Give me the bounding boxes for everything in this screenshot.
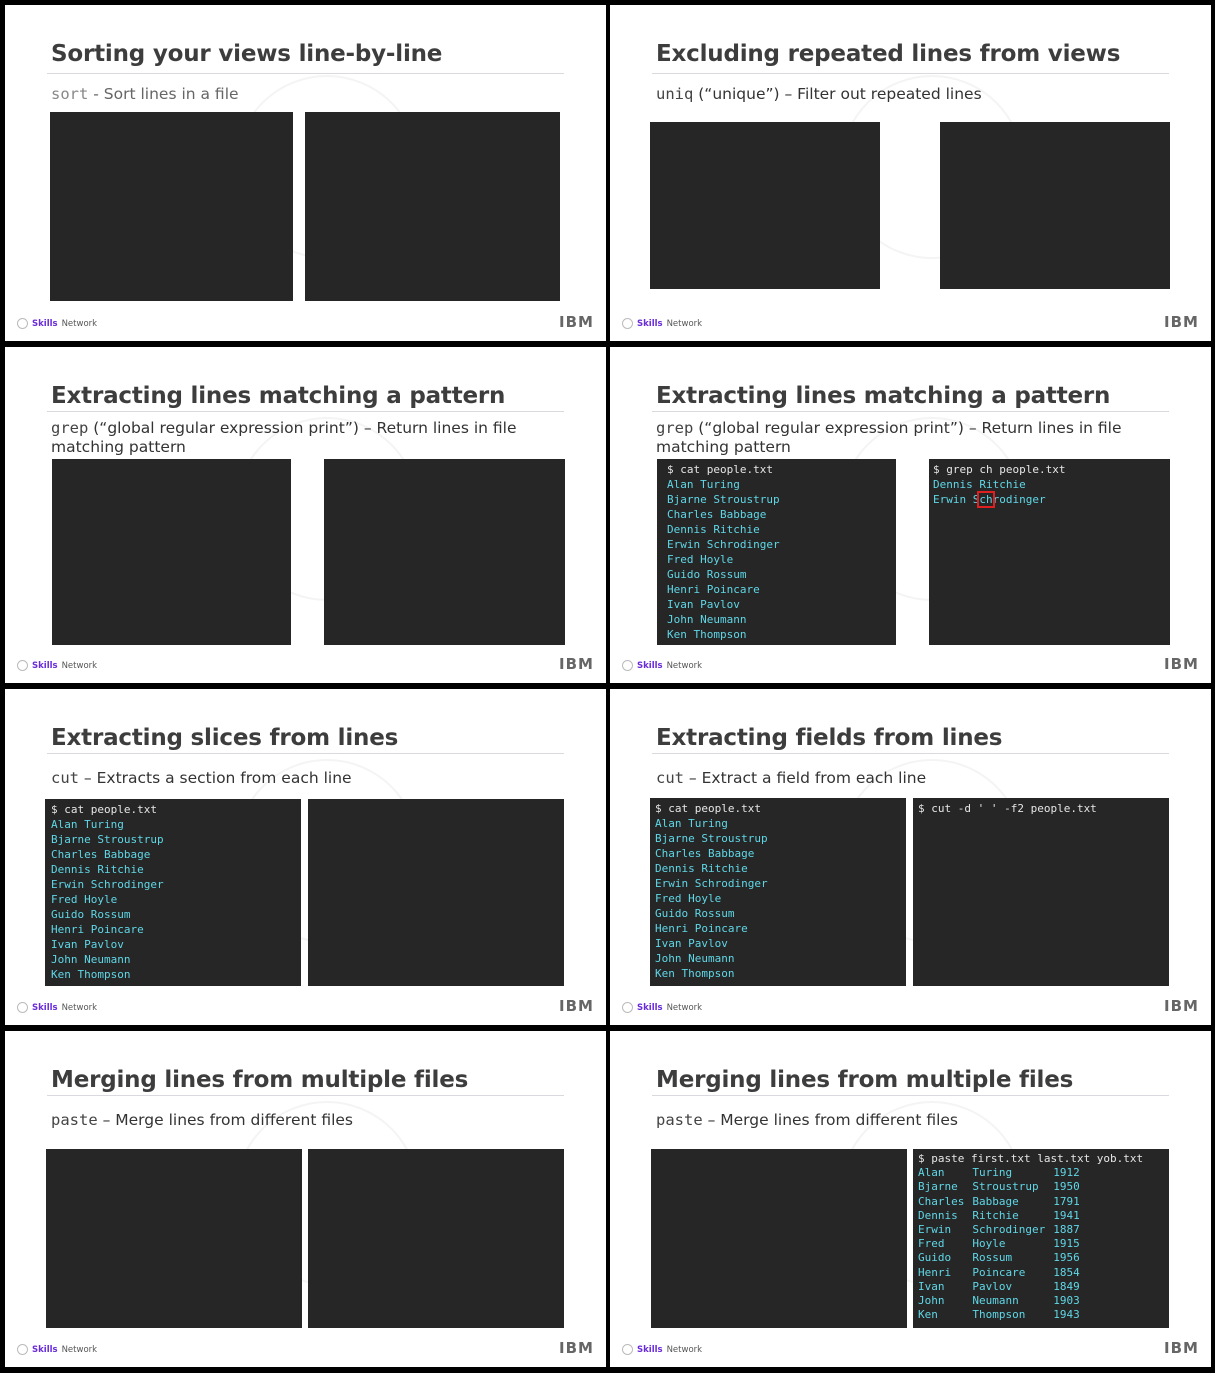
footer-brand xyxy=(17,318,97,329)
title-divider xyxy=(47,411,564,412)
cell-first: Guido xyxy=(918,1251,952,1265)
cell-last: Stroustrup xyxy=(972,1180,1039,1194)
output-line: John Neumann xyxy=(667,613,747,626)
output-line: Guido Rossum xyxy=(667,568,747,581)
slide-subtitle xyxy=(51,85,561,104)
cell-last: Pavlov xyxy=(972,1279,1013,1293)
terminal-left xyxy=(52,459,291,645)
table-row xyxy=(918,1195,1088,1209)
output-line: Fred Hoyle xyxy=(667,553,734,566)
command-name: cut xyxy=(656,769,684,787)
table-row xyxy=(918,1266,1088,1280)
slide-title: Extracting lines matching a pattern xyxy=(51,383,506,409)
output-line: Erwin Schrodinger xyxy=(655,877,768,890)
command-name: sort xyxy=(51,85,89,103)
cell-first: Ken xyxy=(918,1308,938,1322)
skills-network-icon xyxy=(622,318,633,329)
output-line: Charles Babbage xyxy=(667,508,767,521)
output-line: Ken Thompson xyxy=(51,968,131,981)
slide-subtitle xyxy=(656,85,1166,104)
terminal-prompt: $ cut -d ' ' -f2 people.txt xyxy=(918,802,1097,815)
output-line: Dennis Ritchie xyxy=(933,478,1026,491)
terminal-prompt: $ cat people.txt xyxy=(51,803,157,816)
slide-title: Excluding repeated lines from views xyxy=(656,41,1121,67)
cell-yob: 1854 xyxy=(1053,1265,1080,1279)
brand-name: Skills xyxy=(32,318,58,329)
terminal-left xyxy=(651,1149,907,1328)
output-text: rodinger xyxy=(992,493,1046,506)
slide-subtitle xyxy=(656,419,1166,457)
terminal-prompt: $ cat people.txt xyxy=(655,802,761,815)
footer-brand xyxy=(17,1002,97,1013)
cell-last: Turing xyxy=(972,1166,1013,1180)
table-row xyxy=(918,1294,1088,1308)
cell-last: Poincare xyxy=(972,1265,1026,1279)
command-name: paste xyxy=(656,1111,703,1129)
output-line: Bjarne Stroustrup xyxy=(51,833,164,846)
footer-brand xyxy=(622,1344,702,1355)
brand-name: Skills xyxy=(32,660,58,671)
brand-suffix: Network xyxy=(61,1002,98,1013)
terminal-output xyxy=(655,816,899,981)
slide-cut-slices xyxy=(5,689,606,1025)
command-description: – Extract a field from each line xyxy=(684,769,927,787)
brand-suffix: Network xyxy=(666,1344,703,1355)
footer-brand xyxy=(622,660,702,671)
title-divider xyxy=(47,753,564,754)
title-divider xyxy=(47,73,564,74)
ibm-logo: IBM xyxy=(1164,655,1199,673)
cell-yob: 1915 xyxy=(1053,1237,1080,1251)
slide-title: Extracting lines matching a pattern xyxy=(656,383,1111,409)
output-line: John Neumann xyxy=(51,953,131,966)
slide-paste-example xyxy=(610,1031,1211,1367)
output-line: Ivan Pavlov xyxy=(667,598,740,611)
skills-network-icon xyxy=(622,1344,633,1355)
cell-first: Henri xyxy=(918,1265,952,1279)
output-line: Ivan Pavlov xyxy=(51,938,124,951)
ibm-logo: IBM xyxy=(1164,313,1199,331)
cell-yob: 1956 xyxy=(1053,1251,1080,1265)
command-description: (“global regular expression print”) – Return lines in file matching pattern xyxy=(51,419,517,456)
table-row xyxy=(918,1166,1088,1180)
skills-network-icon xyxy=(17,660,28,671)
terminal-left xyxy=(657,459,896,645)
table-row xyxy=(918,1223,1088,1237)
cell-yob: 1887 xyxy=(1053,1223,1080,1237)
cell-first: Fred xyxy=(918,1237,945,1251)
output-line: Fred Hoyle xyxy=(51,893,118,906)
cell-first: Charles xyxy=(918,1194,965,1208)
slide-title: Extracting fields from lines xyxy=(656,725,1003,751)
slide-subtitle xyxy=(51,419,561,457)
ibm-logo: IBM xyxy=(559,655,594,673)
terminal-left xyxy=(650,798,906,986)
command-description: – Merge lines from different files xyxy=(97,1111,353,1129)
command-description: - Sort lines in a file xyxy=(88,85,239,103)
slide-title: Merging lines from multiple files xyxy=(656,1067,1074,1093)
brand-name: Skills xyxy=(637,1002,663,1013)
output-line: Guido Rossum xyxy=(655,907,735,920)
cell-last: Schrodinger xyxy=(972,1223,1046,1237)
output-line: Ken Thompson xyxy=(655,967,735,980)
output-line: John Neumann xyxy=(655,952,735,965)
cell-last: Babbage xyxy=(972,1194,1019,1208)
brand-suffix: Network xyxy=(666,660,703,671)
output-line: Dennis Ritchie xyxy=(655,862,748,875)
terminal-prompt: $ grep ch people.txt xyxy=(933,463,1066,476)
cell-last: Ritchie xyxy=(972,1208,1019,1222)
brand-suffix: Network xyxy=(61,1344,98,1355)
ibm-logo: IBM xyxy=(1164,997,1199,1015)
footer-brand xyxy=(622,1002,702,1013)
cell-first: Ivan xyxy=(918,1279,945,1293)
slide-subtitle xyxy=(51,769,561,788)
cell-first: Bjarne xyxy=(918,1180,958,1194)
footer-brand xyxy=(622,318,702,329)
brand-name: Skills xyxy=(637,660,663,671)
command-description: – Extracts a section from each line xyxy=(79,769,352,787)
terminal-right xyxy=(913,1149,1169,1328)
cell-yob: 1941 xyxy=(1053,1208,1080,1222)
title-divider xyxy=(652,1095,1169,1096)
output-line: Dennis Ritchie xyxy=(667,523,760,536)
skills-network-icon xyxy=(622,1002,633,1013)
output-line: Dennis Ritchie xyxy=(51,863,144,876)
cell-yob: 1950 xyxy=(1053,1180,1080,1194)
footer-brand xyxy=(17,660,97,671)
title-divider xyxy=(652,73,1169,74)
terminal-output xyxy=(667,477,889,642)
command-name: cut xyxy=(51,769,79,787)
command-name: paste xyxy=(51,1111,98,1129)
output-line: Fred Hoyle xyxy=(655,892,722,905)
output-line: Erwin Schrodinger xyxy=(51,878,164,891)
terminal-right xyxy=(308,799,564,986)
terminal-prompt: $ paste first.txt last.txt yob.txt xyxy=(918,1152,1144,1165)
terminal-right xyxy=(929,459,1170,645)
brand-name: Skills xyxy=(32,1002,58,1013)
brand-name: Skills xyxy=(32,1344,58,1355)
slide-grep-empty xyxy=(5,347,606,683)
output-line-highlighted xyxy=(933,492,1163,507)
output-text: Erwin S xyxy=(933,493,980,506)
table-row xyxy=(918,1308,1088,1322)
terminal-output xyxy=(51,817,294,982)
cell-yob: 1849 xyxy=(1053,1279,1080,1293)
footer-brand xyxy=(17,1344,97,1355)
command-description: (“unique”) – Filter out repeated lines xyxy=(693,85,982,103)
terminal-prompt: $ cat people.txt xyxy=(667,463,773,476)
table-row xyxy=(918,1237,1088,1251)
cell-first: Alan xyxy=(918,1166,945,1180)
output-line: Charles Babbage xyxy=(51,848,151,861)
command-name: grep xyxy=(51,419,89,437)
slide-uniq xyxy=(610,5,1211,341)
cell-yob: 1943 xyxy=(1053,1308,1080,1322)
terminal-right xyxy=(913,798,1169,986)
title-divider xyxy=(652,411,1169,412)
terminal-left xyxy=(50,112,293,301)
output-line: Bjarne Stroustrup xyxy=(667,493,780,506)
skills-network-icon xyxy=(17,1002,28,1013)
cell-yob: 1912 xyxy=(1053,1166,1080,1180)
command-description: – Merge lines from different files xyxy=(702,1111,958,1129)
terminal-left xyxy=(46,1149,302,1328)
brand-suffix: Network xyxy=(61,660,98,671)
cell-first: Dennis xyxy=(918,1208,958,1222)
cell-last: Neumann xyxy=(972,1294,1019,1308)
output-line: Ken Thompson xyxy=(667,628,747,641)
cell-last: Rossum xyxy=(972,1251,1013,1265)
cell-yob: 1903 xyxy=(1053,1294,1080,1308)
brand-suffix: Network xyxy=(666,1002,703,1013)
table-row xyxy=(918,1209,1088,1223)
slide-subtitle xyxy=(51,1111,561,1130)
slide-paste-empty xyxy=(5,1031,606,1367)
brand-name: Skills xyxy=(637,1344,663,1355)
ibm-logo: IBM xyxy=(1164,1339,1199,1357)
output-line: Charles Babbage xyxy=(655,847,755,860)
terminal-right xyxy=(308,1149,564,1328)
title-divider xyxy=(47,1095,564,1096)
output-line: Bjarne Stroustrup xyxy=(655,832,768,845)
terminal-right xyxy=(940,122,1170,289)
title-divider xyxy=(652,753,1169,754)
output-line: Alan Turing xyxy=(655,817,728,830)
slide-subtitle xyxy=(656,1111,1166,1130)
slide-cut-fields xyxy=(610,689,1211,1025)
output-line: Alan Turing xyxy=(51,818,124,831)
output-line: Ivan Pavlov xyxy=(655,937,728,950)
cell-last: Thompson xyxy=(972,1308,1026,1322)
output-line: Guido Rossum xyxy=(51,908,131,921)
output-line: Henri Poincare xyxy=(667,583,760,596)
table-row xyxy=(918,1280,1088,1294)
ibm-logo: IBM xyxy=(559,313,594,331)
slide-title: Merging lines from multiple files xyxy=(51,1067,469,1093)
output-line: Henri Poincare xyxy=(655,922,748,935)
cell-yob: 1791 xyxy=(1053,1194,1080,1208)
table-row xyxy=(918,1180,1088,1194)
skills-network-icon xyxy=(17,318,28,329)
skills-network-icon xyxy=(17,1344,28,1355)
slide-title: Sorting your views line-by-line xyxy=(51,41,443,67)
terminal-left xyxy=(650,122,880,289)
terminal-left xyxy=(45,799,301,986)
skills-network-icon xyxy=(622,660,633,671)
output-line: Erwin Schrodinger xyxy=(667,538,780,551)
brand-suffix: Network xyxy=(61,318,98,329)
command-name: grep xyxy=(656,419,694,437)
terminal-right xyxy=(305,112,560,301)
slide-title: Extracting slices from lines xyxy=(51,725,399,751)
command-name: uniq xyxy=(656,85,694,103)
ibm-logo: IBM xyxy=(559,997,594,1015)
output-line: Alan Turing xyxy=(667,478,740,491)
cell-last: Hoyle xyxy=(972,1237,1006,1251)
paste-output-table xyxy=(918,1166,1088,1322)
slide-grep-example xyxy=(610,347,1211,683)
cell-first: John xyxy=(918,1294,945,1308)
slide-subtitle xyxy=(656,769,1166,788)
cell-first: Erwin xyxy=(918,1223,952,1237)
slide-sort xyxy=(5,5,606,341)
table-row xyxy=(918,1251,1088,1265)
output-line: Henri Poincare xyxy=(51,923,144,936)
match-highlight: ch xyxy=(979,493,993,506)
brand-suffix: Network xyxy=(666,318,703,329)
ibm-logo: IBM xyxy=(559,1339,594,1357)
command-description: (“global regular expression print”) – Return lines in file matching pattern xyxy=(656,419,1122,456)
brand-name: Skills xyxy=(637,318,663,329)
terminal-right xyxy=(324,459,565,645)
